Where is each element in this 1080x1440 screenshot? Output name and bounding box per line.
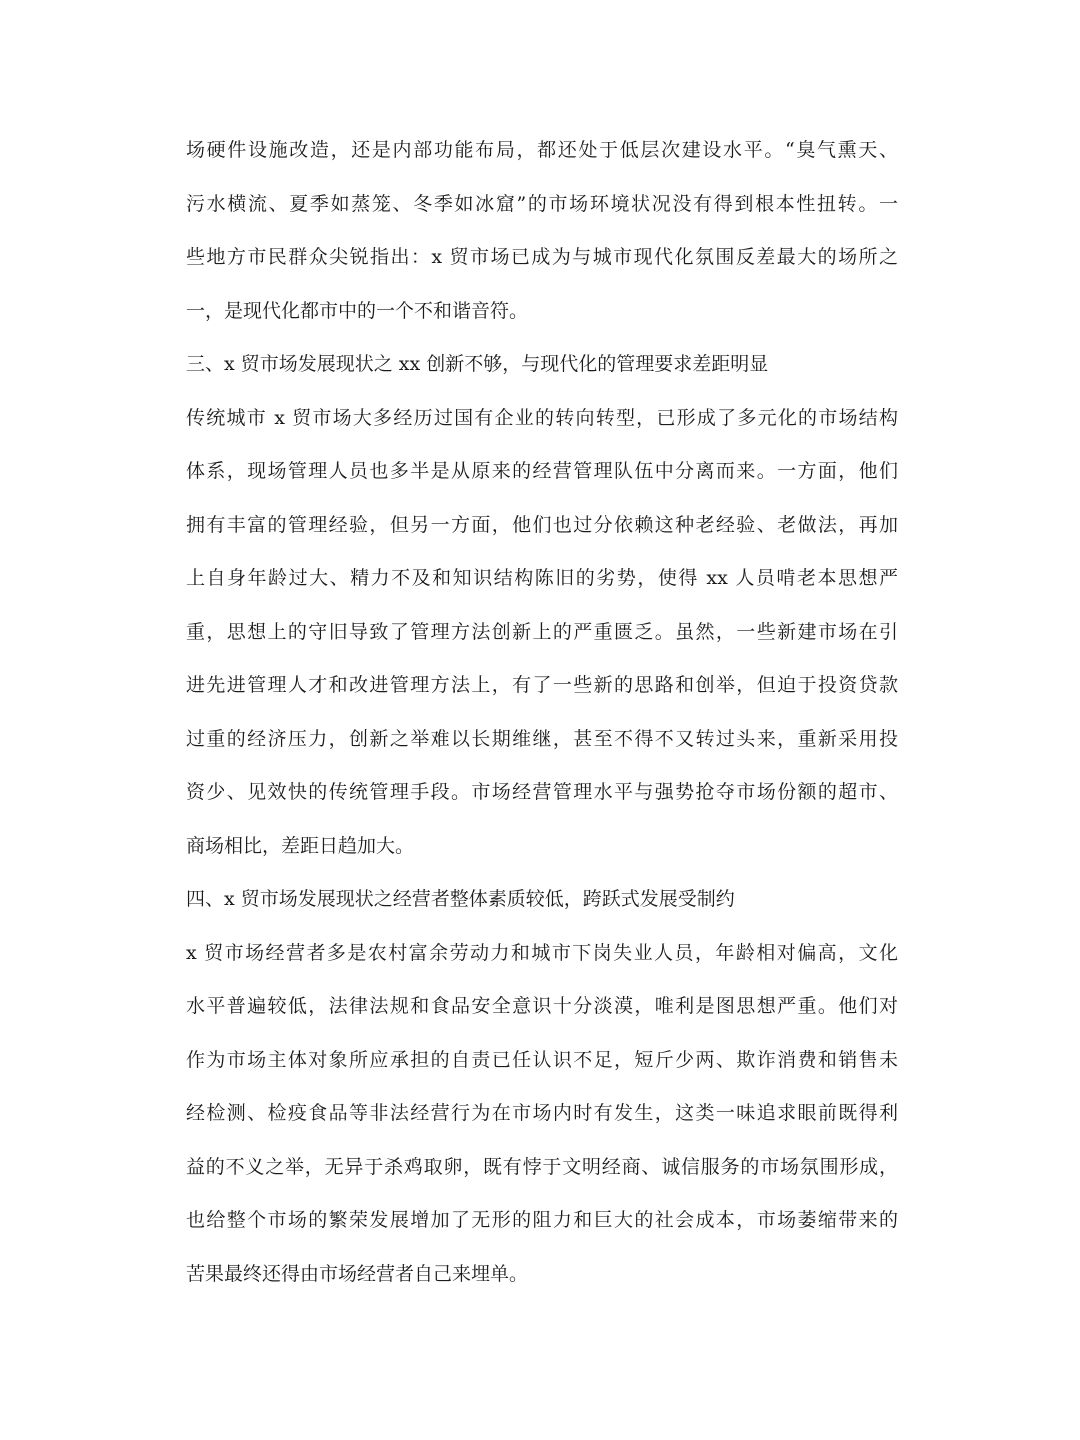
paragraph-2-line-1: 传统城市 x 贸市场大多经历过国有企业的转向转型，已形成了多元化的市场结构 [186,406,898,429]
paragraph-2-line-8: 资少、见效快的传统管理手段。市场经营管理水平与强势抢夺市场份额的超市、 [186,781,898,803]
paragraph-1-line-4: 一，是现代化都市中的一个不和谐音符。 [186,299,529,322]
paragraph-2-line-2: 体系，现场管理人员也多半是从原来的经营管理队伍中分离而来。一方面，他们 [186,460,898,482]
paragraph-2-line-9: 商场相比，差距日趋加大。 [186,834,415,857]
paragraph-3-line-4: 经检测、检疫食品等非法经营行为在市场内时有发生，这类一味追求眼前既得利 [186,1102,898,1124]
paragraph-3-line-6: 也给整个市场的繁荣发展增加了无形的阻力和巨大的社会成本，市场萎缩带来的 [186,1209,898,1231]
paragraph-3-line-2: 水平普遍较低，法律法规和食品安全意识十分淡漠，唯利是图思想严重。他们对 [186,995,898,1017]
document-body [186,124,898,1301]
paragraph-3-line-1: x 贸市场经营者多是农村富余劳动力和城市下岗失业人员，年龄相对偏高，文化 [186,941,898,964]
section-heading-3: 三、x 贸市场发展现状之 xx 创新不够，与现代化的管理要求差距明显 [186,353,769,375]
paragraph-2-line-6: 进先进管理人才和改进管理方法上，有了一些新的思路和创举，但迫于投资贷款 [186,674,898,696]
paragraph-3-line-3: 作为市场主体对象所应承担的自责已任认识不足，短斤少两、欺诈消费和销售未 [186,1048,898,1071]
paragraph-2-line-7: 过重的经济压力，创新之举难以长期维继，甚至不得不又转过头来，重新采用投 [186,727,898,750]
paragraph-1-line-1: 场硬件设施改造，还是内部功能布局，都还处于低层次建设水平。“臭气熏天、 [186,139,898,161]
paragraph-2-line-3: 拥有丰富的管理经验，但另一方面，他们也过分依赖这种老经验、老做法，再加 [186,513,898,536]
section-heading-4: 四、x 贸市场发展现状之经营者整体素质较低，跨跃式发展受制约 [186,888,735,910]
paragraph-3-line-5: 益的不义之举，无异于杀鸡取卵，既有悖于文明经商、诚信服务的市场氛围形成， [186,1155,898,1178]
paragraph-2-line-5: 重，思想上的守旧导致了管理方法创新上的严重匮乏。虽然，一些新建市场在引 [186,620,898,643]
paragraph-3-line-7: 苦果最终还得由市场经营者自己来埋单。 [186,1262,529,1285]
paragraph-1-line-2: 污水横流、夏季如蒸笼、冬季如冰窟”的市场环境状况没有得到根本性扭转。一 [186,192,898,215]
paragraph-1-line-3: 些地方市民群众尖锐指出：x 贸市场已成为与城市现代化氛围反差最大的场所之 [186,246,898,268]
paragraph-2-line-4: 上自身年龄过大、精力不及和知识结构陈旧的劣势，使得 xx 人员啃老本思想严 [186,567,898,589]
